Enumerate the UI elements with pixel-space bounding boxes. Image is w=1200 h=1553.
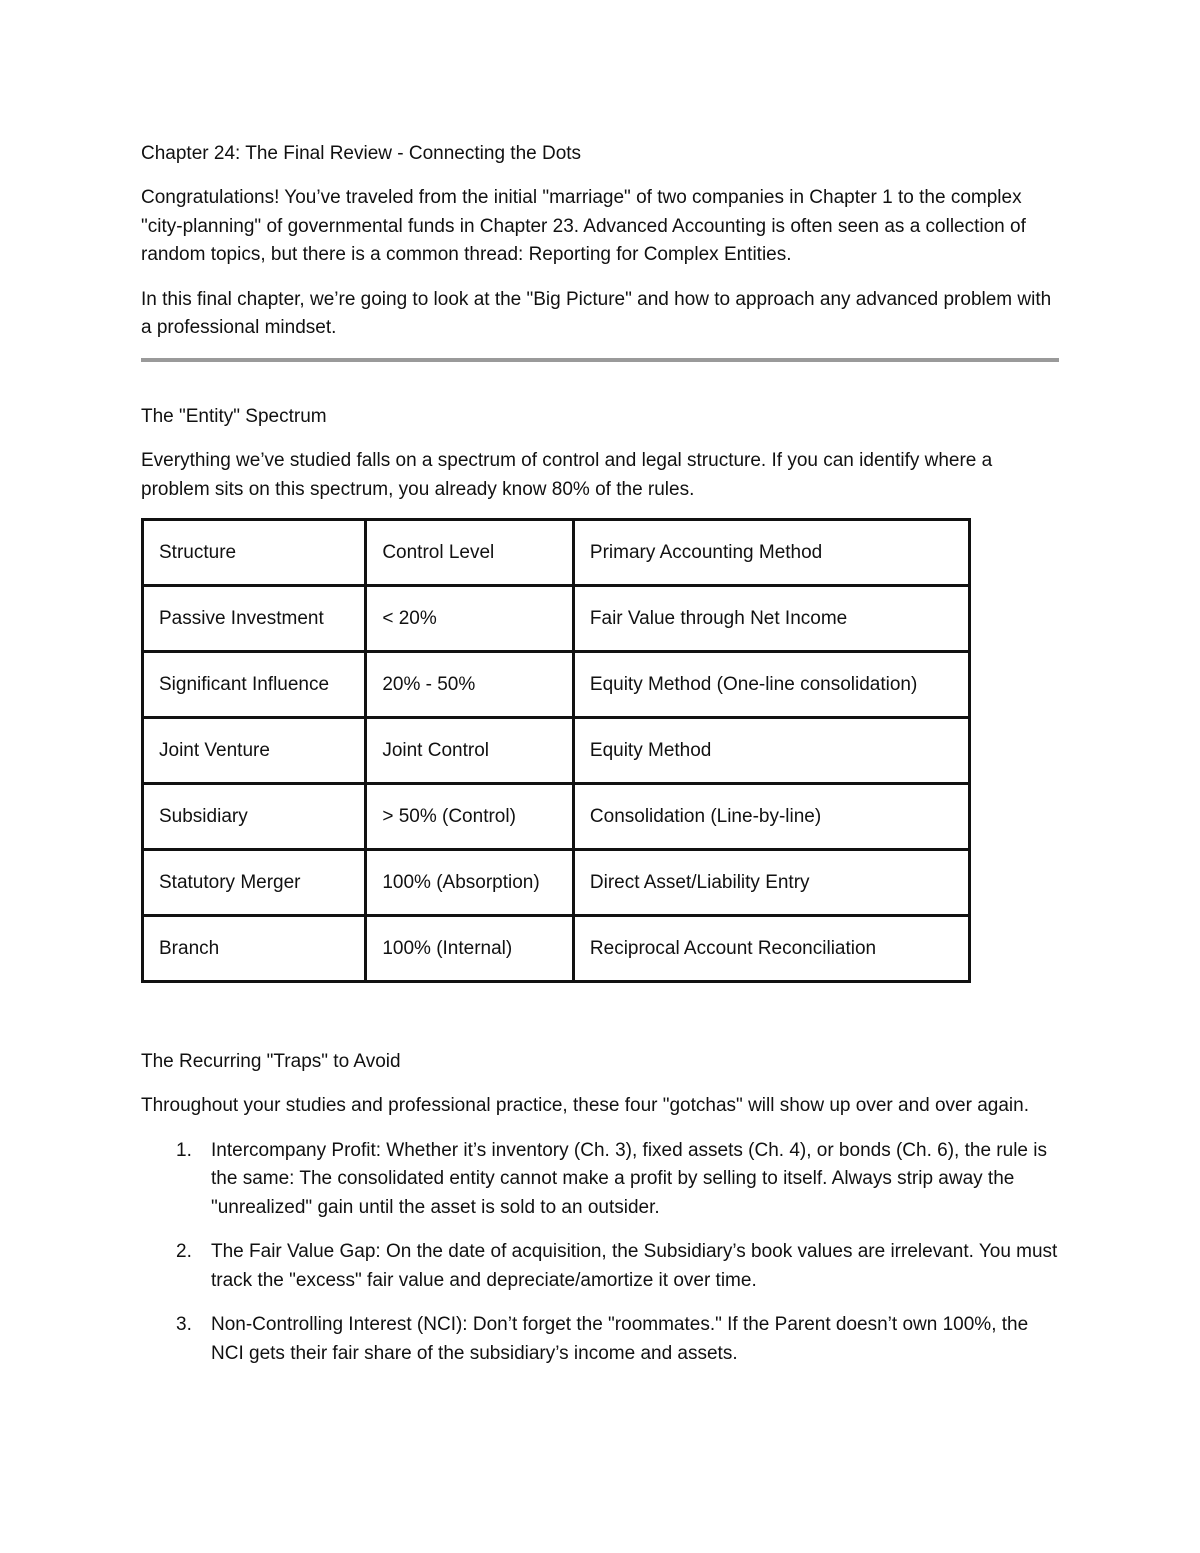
table-cell: > 50% (Control) bbox=[366, 784, 574, 850]
list-item-text: The Fair Value Gap: On the date of acquisition, the Subsidiary’s book values are irrelevant. You must track the "excess" fair value and depreciate/amortize it over time. bbox=[211, 1241, 1058, 1291]
table-header-row bbox=[143, 520, 970, 586]
list-item bbox=[141, 1137, 1061, 1223]
intro-paragraph-2: In this final chapter, we’re going to look at the "Big Picture" and how to approach any advanced problem with a professional mindset. bbox=[141, 288, 1052, 338]
list-number: 2. bbox=[176, 1241, 192, 1262]
table-cell: Fair Value through Net Income bbox=[573, 586, 969, 652]
document-page bbox=[141, 140, 1061, 1364]
list-item bbox=[141, 1311, 1061, 1368]
intro-paragraph-1: Congratulations! You’ve traveled from the initial "marriage" of two companies in Chapter 1 to the complex "city-planning" of governmental funds in Chapter 23. Advanced Accounting is often seen as a collection of random topics, but there is a common thread: Reporting for Complex Entities. bbox=[141, 187, 1026, 265]
table-cell: Significant Influence bbox=[143, 652, 366, 718]
list-item-text: Intercompany Profit: Whether it’s inventory (Ch. 3), fixed assets (Ch. 4), or bonds (Ch. 6), the rule is the same: The consolidated entity cannot make a profit by selling to itself. Always strip away the "unrealized" gain until the asset is sold to an outsider. bbox=[211, 1139, 1047, 1218]
table-row bbox=[143, 652, 970, 718]
table-cell: Subsidiary bbox=[143, 784, 366, 850]
table-cell: Equity Method (One-line consolidation) bbox=[573, 652, 969, 718]
table-cell: Joint Venture bbox=[143, 718, 366, 784]
table-cell: Consolidation (Line-by-line) bbox=[573, 784, 969, 850]
table-cell: Direct Asset/Liability Entry bbox=[573, 850, 969, 916]
traps-list bbox=[141, 1137, 1061, 1369]
table-cell: 20% - 50% bbox=[366, 652, 574, 718]
traps-heading: The Recurring "Traps" to Avoid bbox=[141, 1051, 401, 1072]
table-cell: Reciprocal Account Reconciliation bbox=[573, 916, 969, 982]
entity-spectrum-section bbox=[141, 403, 1061, 983]
table-row bbox=[143, 850, 970, 916]
entity-spectrum-table bbox=[141, 518, 971, 983]
table-cell: < 20% bbox=[366, 586, 574, 652]
table-cell: 100% (Absorption) bbox=[366, 850, 574, 916]
list-item-text: Non-Controlling Interest (NCI): Don’t forget the "roommates." If the Parent doesn’t own 100%, the NCI gets their fair share of the subsidiary’s income and assets. bbox=[211, 1314, 1029, 1364]
table-cell: Branch bbox=[143, 916, 366, 982]
chapter-title: Chapter 24: The Final Review - Connecting the Dots bbox=[141, 143, 582, 164]
table-row bbox=[143, 586, 970, 652]
table-row bbox=[143, 784, 970, 850]
list-item bbox=[141, 1238, 1061, 1295]
spectrum-paragraph: Everything we’ve studied falls on a spectrum of control and legal structure. If you can identify where a problem sits on this spectrum, you already know 80% of the rules. bbox=[141, 450, 993, 500]
table-cell: Statutory Merger bbox=[143, 850, 366, 916]
header-cell: Primary Accounting Method bbox=[573, 520, 969, 586]
recurring-traps-section bbox=[141, 1048, 1061, 1384]
header-cell: Structure bbox=[143, 520, 366, 586]
header-cell: Control Level bbox=[366, 520, 574, 586]
horizontal-rule bbox=[141, 358, 1059, 362]
spectrum-heading: The "Entity" Spectrum bbox=[141, 406, 327, 427]
table-cell: Joint Control bbox=[366, 718, 574, 784]
list-number: 1. bbox=[176, 1139, 192, 1161]
table-cell: 100% (Internal) bbox=[366, 916, 574, 982]
table-row bbox=[143, 718, 970, 784]
table-cell: Equity Method bbox=[573, 718, 969, 784]
table-cell: Passive Investment bbox=[143, 586, 366, 652]
table-row bbox=[143, 916, 970, 982]
list-number: 3. bbox=[176, 1314, 192, 1335]
traps-paragraph: Throughout your studies and professional practice, these four "gotchas" will show up over and over again. bbox=[141, 1095, 1029, 1116]
